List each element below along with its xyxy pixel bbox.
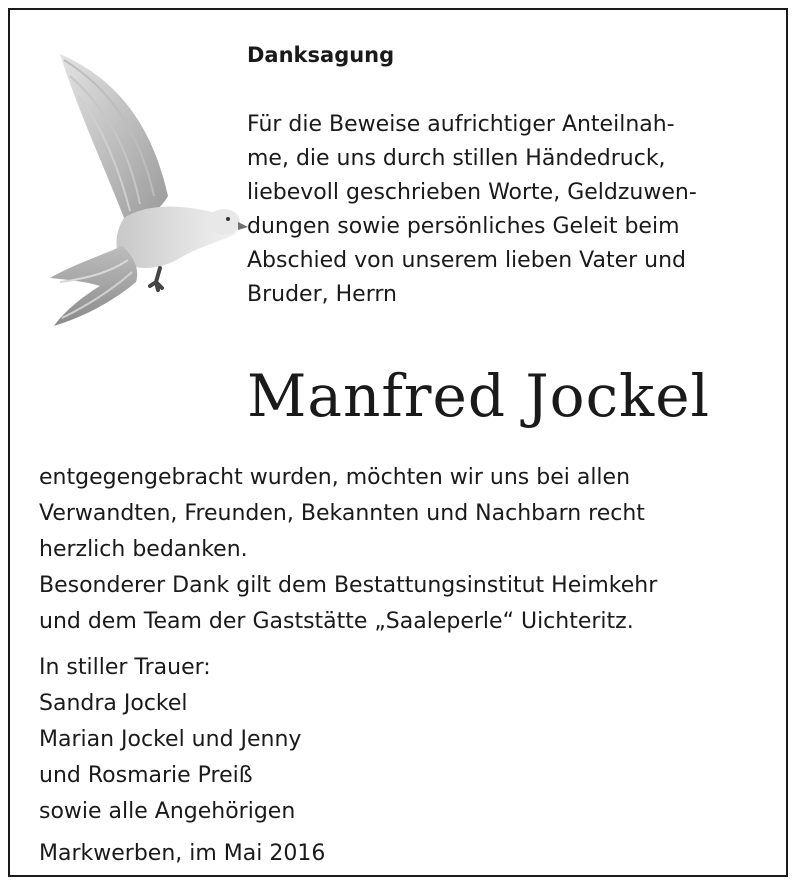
body-line: entgegengebracht wurden, möchten wir uns bei allen [39,465,631,490]
deceased-name: Manfred Jockel [247,362,711,430]
signer-line: In stiller Trauer: [39,655,211,680]
signers-list [39,650,539,830]
body-line: herzlich bedanken. [39,537,248,562]
place-date: Markwerben, im Mai 2016 [39,841,326,866]
intro-line: liebevoll geschrieben Worte, Geldzuwen- [247,180,697,205]
intro-line: Bruder, Herrn [247,282,397,307]
intro-text [247,108,747,312]
body-line: Verwandten, Freunden, Bekannten und Nachbarn recht [39,501,645,526]
intro-line: Abschied von unserem lieben Vater und [247,248,687,273]
body-line: Besonderer Dank gilt dem Bestattungsinstitut Heimkehr [39,573,658,598]
notice-frame [8,8,788,877]
signer-line: und Rosmarie Preiß [39,763,253,788]
signer-line: Marian Jockel und Jenny [39,727,302,752]
body-text [39,460,769,640]
intro-line: me, die uns durch stillen Händedruck, [247,146,666,171]
intro-line: Für die Beweise aufrichtiger Anteilnah- [247,112,675,137]
notice-heading: Danksagung [247,43,395,67]
signer-line: sowie alle Angehörigen [39,799,296,824]
body-line: und dem Team der Gaststätte „Saaleperle“ Uichteritz. [39,609,634,634]
intro-line: dungen sowie persönliches Geleit beim [247,214,680,239]
dove-icon [40,46,250,336]
signer-line: Sandra Jockel [39,691,188,716]
